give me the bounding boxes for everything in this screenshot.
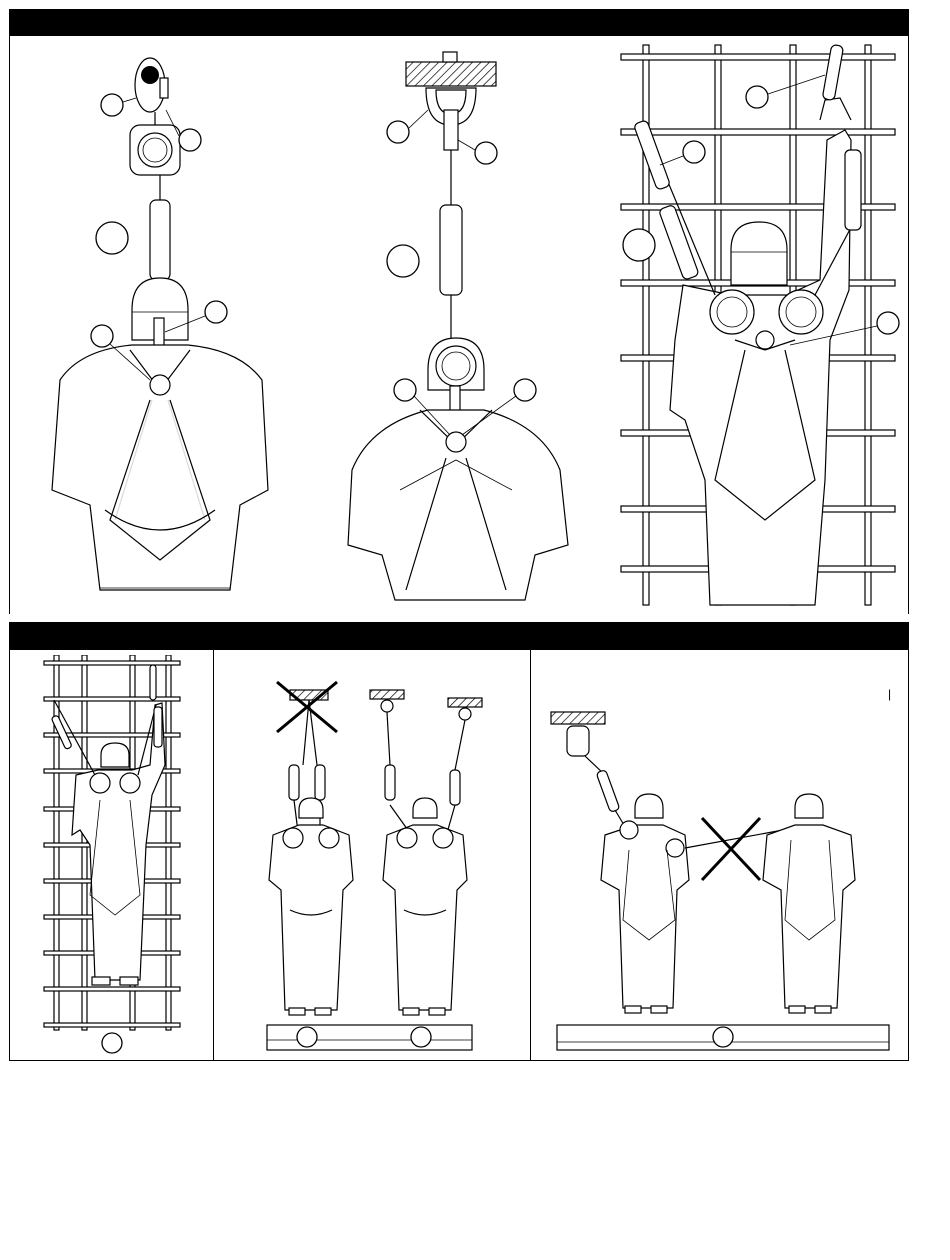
fig-anchor-comparison [255,680,485,1055]
bottom-divider-1 [213,650,214,1061]
prohibited-x-icon [702,818,760,880]
fig-ceiling-anchor [340,50,580,605]
fig-ladder-small [40,655,190,1055]
corner-mark: | [888,687,892,701]
fig-ceiling-bracket [40,50,300,600]
fig-climb-ladder [615,40,905,608]
bottom-divider-2 [530,650,531,1061]
fig-tie-back-wrong [545,680,900,1055]
